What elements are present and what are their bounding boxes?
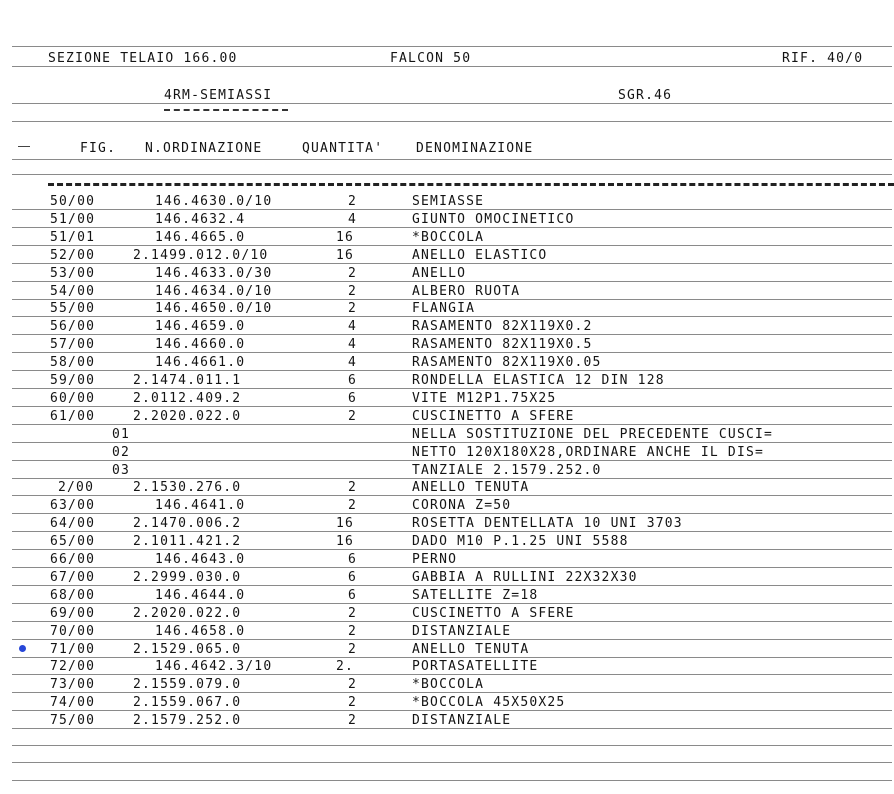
- row-description: ANELLO TENUTA: [412, 480, 530, 496]
- row-order-number: 146.4661.0: [155, 355, 246, 371]
- row-quantity: 4: [348, 319, 358, 335]
- row-fig: 58/00: [50, 355, 96, 371]
- ruled-line: [12, 424, 892, 425]
- row-order-number: 146.4659.0: [155, 319, 246, 335]
- row-order-number: 146.4632.4: [155, 211, 246, 227]
- ruled-line: [12, 478, 892, 479]
- row-quantity: 6: [348, 569, 358, 585]
- row-description: VITE M12P1.75X25: [412, 390, 557, 406]
- row-quantity: 4: [348, 355, 358, 371]
- row-order-number: 2.1559.079.0: [133, 677, 242, 693]
- row-quantity: 2: [348, 713, 358, 729]
- row-order-number: 146.4634.0/10: [155, 283, 273, 299]
- row-description: PORTASATELLITE: [412, 659, 539, 675]
- row-quantity: 16: [336, 229, 355, 245]
- col-header-order-number: N.ORDINAZIONE: [145, 141, 263, 156]
- row-description: ROSETTA DENTELLATA 10 UNI 3703: [412, 516, 683, 532]
- row-order-number: 146.4660.0: [155, 337, 246, 353]
- row-quantity: 16: [336, 247, 355, 263]
- ruled-line: [12, 762, 892, 763]
- row-description: DISTANZIALE: [412, 713, 512, 729]
- row-quantity: 2: [348, 498, 358, 514]
- row-quantity: 2: [348, 695, 358, 711]
- row-quantity: 4: [348, 337, 358, 353]
- ruled-line: [12, 281, 892, 282]
- row-fig: 74/00: [50, 695, 96, 711]
- row-order-number: 2.2020.022.0: [133, 605, 242, 621]
- model-title: FALCON 50: [390, 51, 472, 66]
- ruled-line: [12, 728, 892, 729]
- row-order-number: 146.4643.0: [155, 552, 246, 567]
- reference-number: RIF. 40/0: [782, 51, 864, 66]
- row-order-number: 146.4658.0: [155, 623, 246, 639]
- ruled-line: [12, 159, 892, 160]
- row-description: ANELLO: [412, 265, 467, 281]
- row-quantity: 6: [348, 390, 358, 406]
- ruled-line: [12, 745, 892, 746]
- row-quantity: 2: [348, 677, 358, 693]
- row-fig: 69/00: [50, 605, 96, 621]
- ruled-line: [12, 66, 892, 67]
- row-order-number: 146.4650.0/10: [155, 301, 273, 317]
- row-description: RASAMENTO 82X119X0.5: [412, 337, 593, 353]
- row-fig: 68/00: [50, 587, 96, 603]
- row-order-number: 146.4630.0/10: [155, 194, 273, 209]
- row-quantity: 16: [336, 534, 355, 550]
- ruled-line: [12, 103, 892, 104]
- row-description: DISTANZIALE: [412, 623, 512, 639]
- ruled-line: [12, 567, 892, 568]
- ruled-line: [12, 299, 892, 300]
- row-order-number: 146.4641.0: [155, 498, 246, 514]
- row-fig: 60/00: [50, 390, 96, 406]
- row-order-number: 2.2020.022.0: [133, 408, 242, 424]
- ruled-line: [12, 388, 892, 389]
- row-order-number: 146.4642.3/10: [155, 659, 273, 675]
- row-quantity: 2: [348, 265, 358, 281]
- row-fig: 67/00: [50, 569, 96, 585]
- row-order-number: 2.1559.067.0: [133, 695, 242, 711]
- ruled-line: [12, 174, 892, 175]
- row-description: DADO M10 P.1.25 UNI 5588: [412, 534, 629, 550]
- row-order-number: 146.4665.0: [155, 229, 246, 245]
- row-description: CORONA Z=50: [412, 498, 512, 514]
- ruled-line: [12, 603, 892, 604]
- row-quantity: 16: [336, 516, 355, 532]
- row-fig: 57/00: [50, 337, 96, 353]
- col-header-fig: FIG.: [80, 141, 117, 156]
- row-description: RASAMENTO 82X119X0.05: [412, 355, 602, 371]
- row-order-number: 146.4644.0: [155, 587, 246, 603]
- row-fig: 01: [112, 426, 131, 442]
- ruled-line: [12, 460, 892, 461]
- row-quantity: 2: [348, 283, 358, 299]
- row-fig: 54/00: [50, 283, 96, 299]
- row-description: ANELLO TENUTA: [412, 641, 530, 657]
- row-fig: 63/00: [50, 498, 96, 514]
- row-description: ALBERO RUOTA: [412, 283, 521, 299]
- ruled-line: [12, 621, 892, 622]
- row-fig: 51/01: [50, 229, 96, 245]
- col-header-description: DENOMINAZIONE: [416, 141, 534, 156]
- row-order-number: 2.1470.006.2: [133, 516, 242, 532]
- ruled-line: [12, 549, 892, 550]
- row-description: *BOCCOLA 45X50X25: [412, 695, 566, 711]
- row-description: SEMIASSE: [412, 194, 485, 209]
- row-description: TANZIALE 2.1579.252.0: [412, 462, 602, 478]
- section-title: SEZIONE TELAIO 166.00: [48, 51, 238, 66]
- row-description: NETTO 120X180X28,ORDINARE ANCHE IL DIS=: [412, 444, 765, 460]
- row-fig: 50/00: [50, 194, 96, 209]
- ruled-line: [12, 406, 892, 407]
- ruled-line: [12, 780, 892, 781]
- row-order-number: 2.0112.409.2: [133, 390, 242, 406]
- row-fig: 55/00: [50, 301, 96, 317]
- row-fig: 51/00: [50, 211, 96, 227]
- row-fig: 70/00: [50, 623, 96, 639]
- row-fig: 59/00: [50, 373, 96, 388]
- row-description: RASAMENTO 82X119X0.2: [412, 319, 593, 335]
- ruled-line: [12, 639, 892, 640]
- row-order-number: 2.1499.012.0/10: [133, 247, 269, 263]
- ruled-line: [12, 227, 892, 228]
- row-fig: 56/00: [50, 319, 96, 335]
- row-quantity: 2: [348, 480, 358, 496]
- row-quantity: 2: [348, 605, 358, 621]
- row-quantity: 2: [348, 641, 358, 657]
- row-fig: 61/00: [50, 408, 96, 424]
- row-quantity: 2: [348, 623, 358, 639]
- row-description: *BOCCOLA: [412, 229, 485, 245]
- ruled-line: [12, 442, 892, 443]
- ruled-line: [12, 585, 892, 586]
- row-fig: 66/00: [50, 552, 96, 567]
- row-description: GABBIA A RULLINI 22X32X30: [412, 569, 638, 585]
- row-description: RONDELLA ELASTICA 12 DIN 128: [412, 373, 665, 388]
- margin-mark: [18, 146, 30, 147]
- row-order-number: 2.1530.276.0: [133, 480, 242, 496]
- row-quantity: 2.: [336, 659, 355, 675]
- group-title: 4RM-SEMIASSI: [164, 88, 273, 103]
- row-fig: 52/00: [50, 247, 96, 263]
- ruled-line: [12, 245, 892, 246]
- row-quantity: 6: [348, 587, 358, 603]
- row-order-number: 2.2999.030.0: [133, 569, 242, 585]
- row-order-number: 146.4633.0/30: [155, 265, 273, 281]
- row-description: GIUNTO OMOCINETICO: [412, 211, 575, 227]
- row-fig: 2/00: [58, 480, 95, 496]
- row-fig: 53/00: [50, 265, 96, 281]
- row-fig: 75/00: [50, 713, 96, 729]
- row-quantity: 4: [348, 211, 358, 227]
- row-fig: 64/00: [50, 516, 96, 532]
- row-description: CUSCINETTO A SFERE: [412, 605, 575, 621]
- row-order-number: 2.1011.421.2: [133, 534, 242, 550]
- ruled-line: [12, 121, 892, 122]
- row-description: SATELLITE Z=18: [412, 587, 539, 603]
- row-quantity: 2: [348, 301, 358, 317]
- header-separator: [48, 183, 894, 186]
- row-fig: 73/00: [50, 677, 96, 693]
- row-description: CUSCINETTO A SFERE: [412, 408, 575, 424]
- ruled-line: [12, 263, 892, 264]
- row-fig: 72/00: [50, 659, 96, 675]
- row-quantity: 2: [348, 194, 358, 209]
- ruled-line: [12, 46, 892, 47]
- ruled-line: [12, 370, 892, 371]
- row-fig: 02: [112, 444, 131, 460]
- row-quantity: 6: [348, 552, 358, 567]
- ruled-line: [12, 657, 892, 658]
- row-order-number: 2.1529.065.0: [133, 641, 242, 657]
- row-fig: 03: [112, 462, 131, 478]
- row-description: FLANGIA: [412, 301, 476, 317]
- row-description: PERNO: [412, 552, 458, 567]
- blue-dot-marker: [19, 645, 26, 652]
- row-description: *BOCCOLA: [412, 677, 485, 693]
- col-header-quantity: QUANTITA': [302, 141, 384, 156]
- row-quantity: 6: [348, 373, 358, 388]
- row-fig: 71/00: [50, 641, 96, 657]
- row-order-number: 2.1474.011.1: [133, 373, 242, 388]
- group-title-underline: [164, 109, 288, 111]
- row-quantity: 2: [348, 408, 358, 424]
- ruled-line: [12, 209, 892, 210]
- subgroup-number: SGR.46: [618, 88, 673, 103]
- row-order-number: 2.1579.252.0: [133, 713, 242, 729]
- row-description: NELLA SOSTITUZIONE DEL PRECEDENTE CUSCI=: [412, 426, 774, 442]
- row-fig: 65/00: [50, 534, 96, 550]
- row-description: ANELLO ELASTICO: [412, 247, 548, 263]
